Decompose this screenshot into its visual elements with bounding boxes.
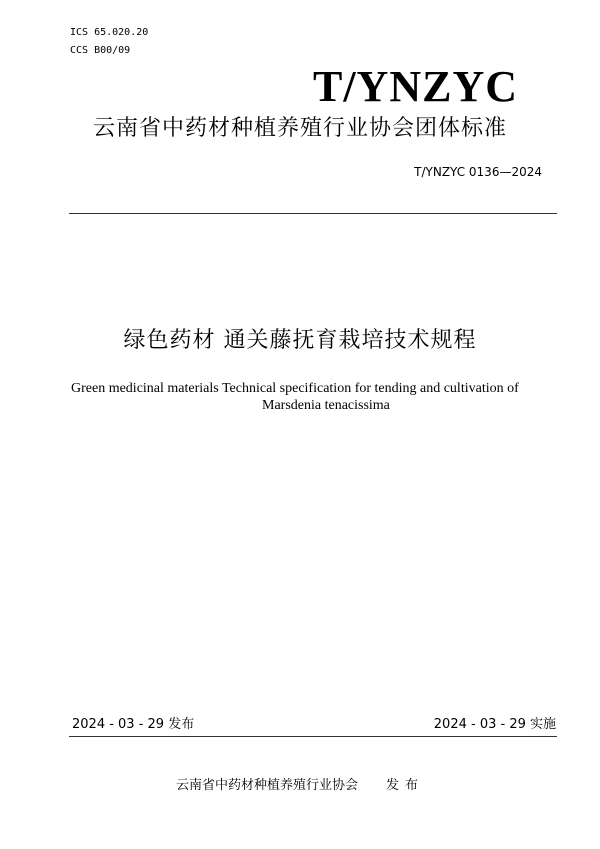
publisher-name: 云南省中药材种植养殖行业协会 xyxy=(175,778,358,793)
issue-date: 2024 - 03 - 29 发布 xyxy=(72,717,195,732)
publisher-line xyxy=(0,777,600,795)
document-title-english-line1: Green medicinal materials Technical specification for tending and cultivation of xyxy=(71,381,519,396)
top-divider xyxy=(69,213,557,214)
ics-code: ICS 65.020.20 xyxy=(70,27,149,38)
implementation-date: 2024 - 03 - 29 实施 xyxy=(433,717,556,732)
standard-logo: T/YNZYC xyxy=(312,62,518,111)
publish-label: 发布 xyxy=(386,778,425,793)
standard-number: T/YNZYC 0136—2024 xyxy=(414,165,542,179)
ccs-code: CCS B00/09 xyxy=(70,45,131,56)
document-title-chinese: 绿色药材 通关藤抚育栽培技术规程 xyxy=(123,328,477,353)
bottom-divider xyxy=(69,736,557,737)
organization-title: 云南省中药材种植养殖行业协会团体标准 xyxy=(92,116,507,141)
document-title-english-line2: Marsdenia tenacissima xyxy=(262,398,390,413)
